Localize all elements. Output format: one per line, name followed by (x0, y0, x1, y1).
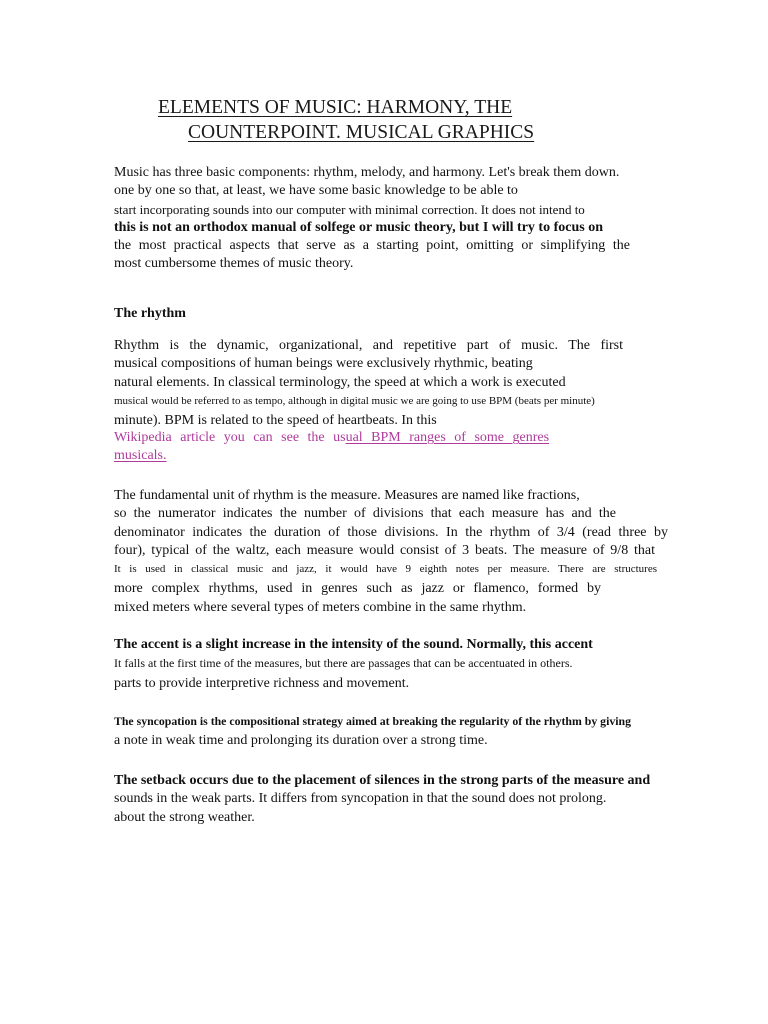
title-line-2: COUNTERPOINT. MUSICAL GRAPHICS (188, 122, 535, 143)
link-line-1[interactable]: Wikipedia article you can see the usual BPM ranges of some genres (114, 430, 550, 445)
setback-line: about the strong weather. (114, 809, 255, 825)
measure-line: so the numerator indicates the number of divisions that each measure has and the (114, 506, 616, 522)
section-heading-rhythm: The rhythm (114, 306, 186, 321)
intro-line: start incorporating sounds into our computer with minimal correction. It does not intend to (114, 201, 585, 217)
syncopation-line: The syncopation is the compositional strategy aimed at breaking the regularity of the rhythm by giving (114, 714, 631, 728)
setback-line: The setback occurs due to the placement of silences in the strong parts of the measure and (114, 773, 651, 788)
intro-line: one by one so that, at least, we have some basic knowledge to be able to (114, 183, 518, 199)
syncopation-line: a note in weak time and prolonging its duration over a strong time. (114, 733, 488, 749)
measure-line: mixed meters where several types of meters combine in the same rhythm. (114, 599, 527, 615)
measure-line: The fundamental unit of rhythm is the measure. Measures are named like fractions, (114, 488, 580, 503)
setback-line: sounds in the weak parts. It differs from syncopation in that the sound does not prolong. (114, 791, 607, 807)
accent-line: It falls at the first time of the measures, but there are passages that can be accentuated in others. (114, 656, 573, 671)
rhythm-line: natural elements. In classical terminology, the speed at which a work is executed (114, 374, 566, 390)
document-title (158, 95, 620, 145)
link-line-2[interactable]: musicals. (114, 448, 167, 464)
measure-line: four), typical of the waltz, each measure would consist of 3 beats. The measure of 9/8 that (114, 542, 655, 558)
wikipedia-link[interactable] (114, 429, 662, 466)
setback-paragraph (114, 772, 654, 827)
measure-line: It is used in classical music and jazz, it would have 9 eighth notes per measure. There are structures (114, 563, 657, 576)
rhythm-line: Rhythm is the dynamic, organizational, and repetitive part of music. The first (114, 338, 623, 353)
intro-line: the most practical aspects that serve as a starting point, omitting or simplifying the (114, 238, 630, 254)
intro-line: this is not an orthodox manual of solfege or music theory, but I will try to focus on (114, 219, 603, 235)
accent-line: The accent is a slight increase in the intensity of the sound. Normally, this accent (114, 637, 593, 652)
rhythm-paragraph (114, 337, 654, 430)
accent-paragraph (114, 636, 654, 693)
accent-line: parts to provide interpretive richness and movement. (114, 675, 410, 691)
measure-line: denominator indicates the duration of those divisions. In the rhythm of 3/4 (read three by (114, 524, 668, 540)
rhythm-line: musical would be referred to as tempo, although in digital music we are going to use BPM (beats per minute) (114, 394, 595, 407)
measure-line: more complex rhythms, used in genres such as jazz or flamenco, formed by (114, 581, 601, 597)
intro-line: Music has three basic components: rhythm, melody, and harmony. Let's break them down. (114, 165, 620, 180)
syncopation-paragraph (114, 712, 654, 751)
rhythm-line: musical compositions of human beings were exclusively rhythmic, beating (114, 356, 533, 372)
intro-paragraph (114, 164, 654, 274)
intro-line: most cumbersome themes of music theory. (114, 256, 354, 272)
rhythm-line: minute). BPM is related to the speed of heartbeats. In this (114, 413, 437, 429)
measure-paragraph (114, 487, 668, 617)
title-line-1: ELEMENTS OF MUSIC: HARMONY, THE (158, 97, 513, 118)
